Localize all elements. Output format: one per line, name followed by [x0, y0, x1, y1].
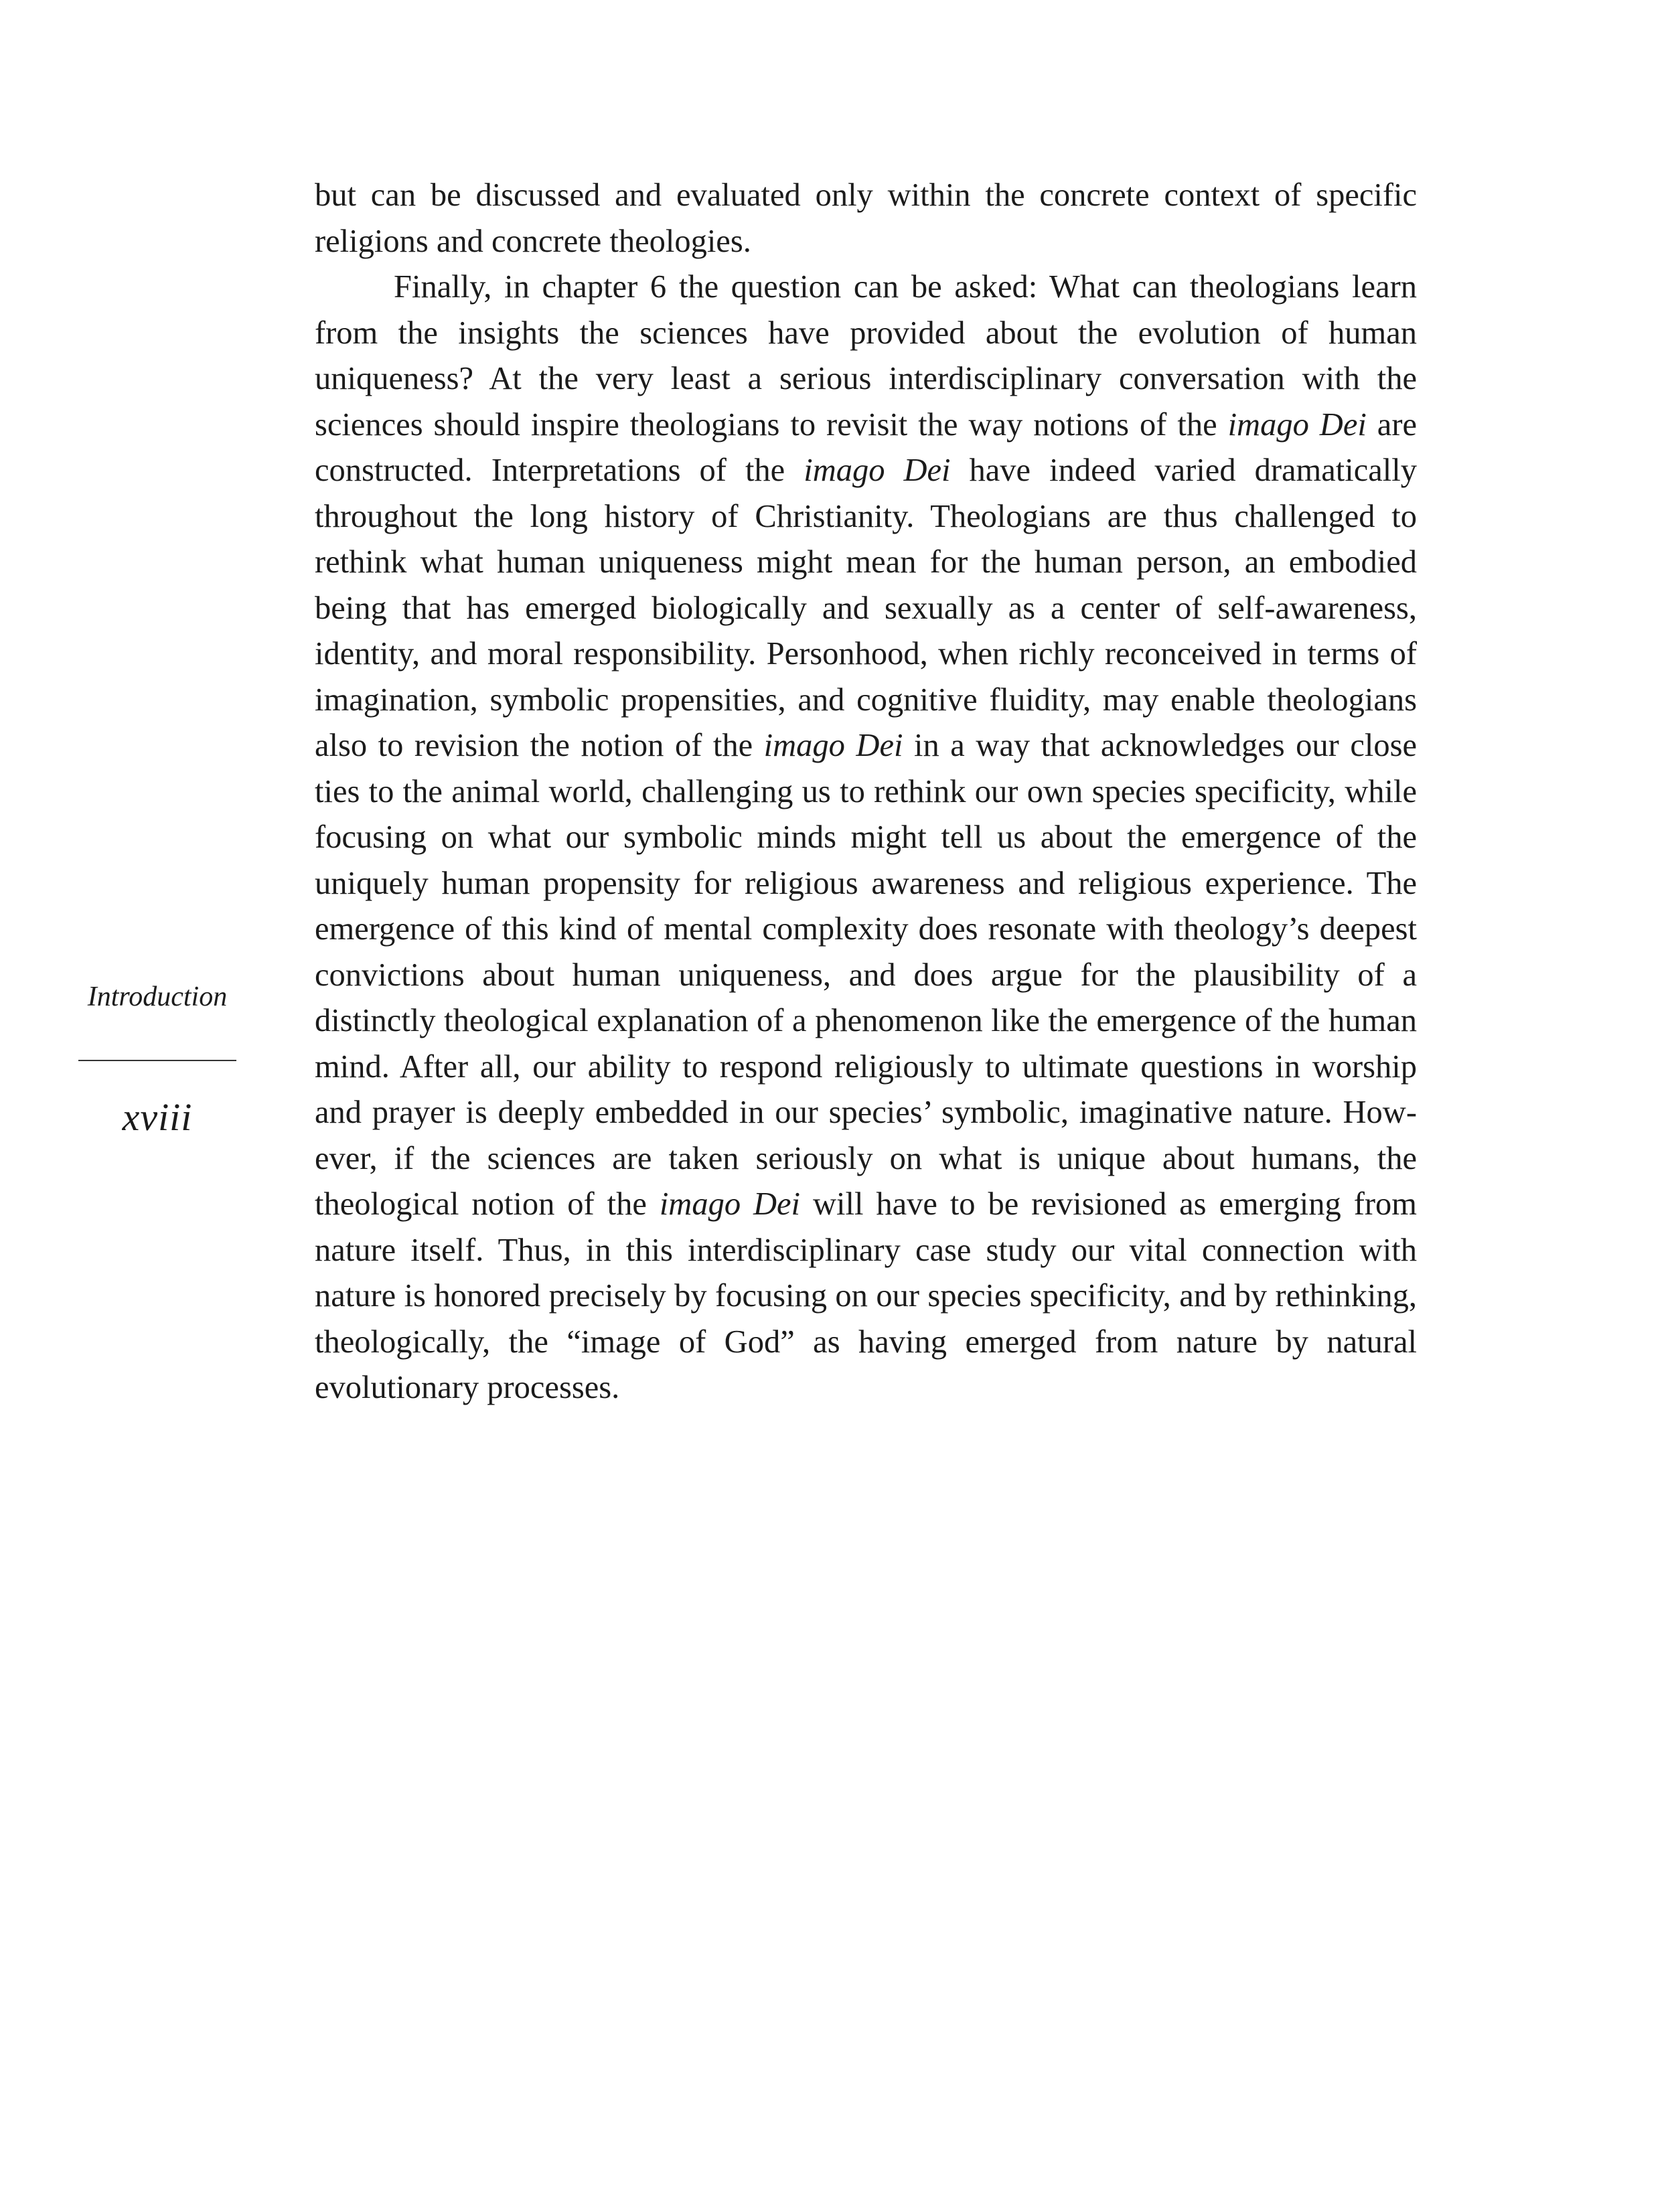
italic-term: imago Dei: [763, 728, 903, 763]
text-run: Finally, in chapter 6 the question can be asked: What can theologians learn from the insights the sciences have provided about the evolution of human uniqueness? At the very least a serious interdisciplinary conversation with the sciences should inspire theologians to revisit the way notions of the: [315, 269, 1417, 443]
paragraph-chapter-6: [315, 264, 1417, 1411]
page-number: xviii: [122, 1095, 193, 1139]
margin-divider: [78, 1060, 236, 1061]
body-text: [315, 173, 1417, 1411]
text-run: will have to be revisioned as emerging from nature itself. Thus, in this interdisciplinary case study our vital connection with nature is honored precisely by focusing on our species specificity, and by rethinking, theologically, the “image of God” as having emerged from nature by natural evolutionary processes.: [315, 1186, 1417, 1405]
paragraph-continuation: but can be discussed and evaluated only within the concrete context of specific religions and concrete theologies.: [315, 177, 1417, 259]
italic-term: imago Dei: [1227, 406, 1367, 443]
italic-term: imago Dei: [804, 453, 951, 488]
text-run: have indeed varied dramatically throughout the long history of Christianity. Theologians are thus challenged to rethink what human uniqueness might mean for the human person, an embodied being that has emerged biologically and sexually as a center of self-awareness, identity, and moral responsibility. Personhood, when richly reconceived in terms of imagination, symbolic propensities, and cognitive fluidity, may enable theologians also to revision the notion of the: [315, 453, 1417, 763]
running-head: Introduction: [87, 981, 228, 1012]
text-run: are constructed. Interpretations of the: [315, 406, 1417, 488]
text-run: in a way that acknowledges our close ties to the animal world, challenging us to rethink our own species specificity, while focusing on what our symbolic minds might tell us about the emergence of the uniquely human propensity for religious awareness and religious experience. The emergence of this kind of mental complexity does resonate with theology’s deepest convictions about human uniqueness, and does argue for the plausibility of a distinctly theological explanation of a phenomenon like the emergence of the human mind. After all, our ability to respond religiously to ultimate questions in worship and prayer is deeply embedded in our species’ symbolic, imaginative nature. However, if the sciences are taken seriously on what is unique about humans, the theological notion of the: [315, 728, 1417, 1222]
italic-term: imago Dei: [659, 1186, 801, 1222]
